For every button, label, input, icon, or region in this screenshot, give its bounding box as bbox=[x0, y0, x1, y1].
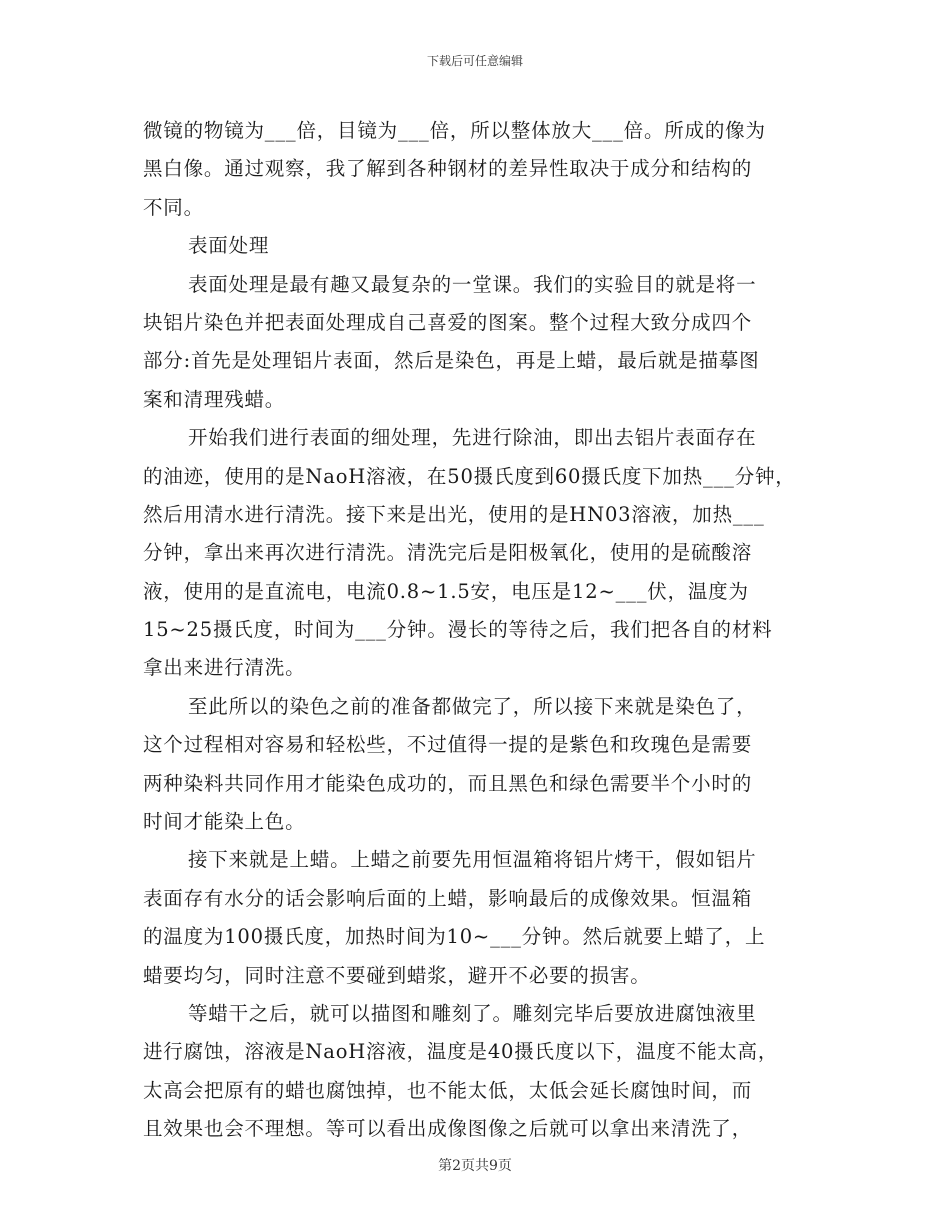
text-line: 开始我们进行表面的细处理，先进行除油，即出去铝片表面存在 bbox=[188, 426, 757, 450]
page-footer: 第2页共9页 bbox=[438, 1158, 512, 1174]
text-line: 进行腐蚀，溶液是NaoH溶液，温度是40摄氏度以下，温度不能太高， bbox=[143, 1040, 779, 1064]
text-line: 表面存有水分的话会影响后面的上蜡，影响最后的成像效果。恒温箱 bbox=[143, 886, 753, 910]
text-line: 接下来就是上蜡。上蜡之前要先用恒温箱将铝片烤干，假如铝片 bbox=[188, 848, 757, 872]
text-line: 蜡要均匀，同时注意不要碰到蜡浆，避开不必要的损害。 bbox=[143, 963, 651, 987]
page-header: 下载后可任意编辑 bbox=[426, 54, 523, 68]
text-line: 这个过程相对容易和轻松些，不过值得一提的是紫色和玫瑰色是需要 bbox=[143, 733, 753, 757]
text-line: 拿出来进行清洗。 bbox=[143, 656, 306, 680]
text-line: 黑白像。通过观察，我了解到各种钢材的差异性取决于成分和结构的 bbox=[143, 157, 753, 181]
text-line: 太高会把原有的蜡也腐蚀掉，也不能太低，太低会延长腐蚀时间，而 bbox=[143, 1078, 753, 1102]
text-line: 部分:首先是处理铝片表面，然后是染色，再是上蜡，最后就是描摹图 bbox=[143, 349, 760, 373]
text-line: 时间才能染上色。 bbox=[143, 810, 306, 834]
text-line: 的温度为100摄氏度，加热时间为10~___分钟。然后就要上蜡了，上 bbox=[143, 925, 766, 949]
text-line: 表面处理 bbox=[188, 234, 270, 258]
text-line: 两种染料共同作用才能染色成功的，而且黑色和绿色需要半个小时的 bbox=[143, 771, 753, 795]
text-line: 表面处理是最有趣又最复杂的一堂课。我们的实验目的就是将一 bbox=[188, 272, 757, 296]
text-line: 案和清理残蜡。 bbox=[143, 387, 286, 411]
text-line: 至此所以的染色之前的准备都做完了，所以接下来就是染色了， bbox=[188, 694, 757, 718]
text-line: 然后用清水进行清洗。接下来是出光，使用的是HN03溶液，加热___ bbox=[143, 502, 765, 526]
text-line: 不同。 bbox=[143, 195, 204, 219]
text-line: 分钟，拿出来再次进行清洗。清洗完后是阳极氧化，使用的是硫酸溶 bbox=[143, 541, 753, 565]
text-line: 块铝片染色并把表面处理成自己喜爱的图案。整个过程大致分成四个 bbox=[143, 310, 753, 334]
text-line: 等蜡干之后，就可以描图和雕刻了。雕刻完毕后要放进腐蚀液里 bbox=[188, 1001, 757, 1025]
text-line: 液，使用的是直流电，电流0.8~1.5安，电压是12~___伏，温度为 bbox=[143, 579, 749, 603]
text-line: 且效果也会不理想。等可以看出成像图像之后就可以拿出来清洗了， bbox=[143, 1117, 753, 1141]
text-line: 15~25摄氏度，时间为___分钟。漫长的等待之后，我们把各自的材料 bbox=[143, 618, 773, 642]
text-line: 微镜的物镜为___倍，目镜为___倍，所以整体放大___倍。所成的像为 bbox=[143, 119, 766, 142]
document-body bbox=[143, 112, 811, 1149]
text-line: 的油迹，使用的是NaoH溶液，在50摄氏度到60摄氏度下加热___分钟， bbox=[143, 464, 796, 488]
